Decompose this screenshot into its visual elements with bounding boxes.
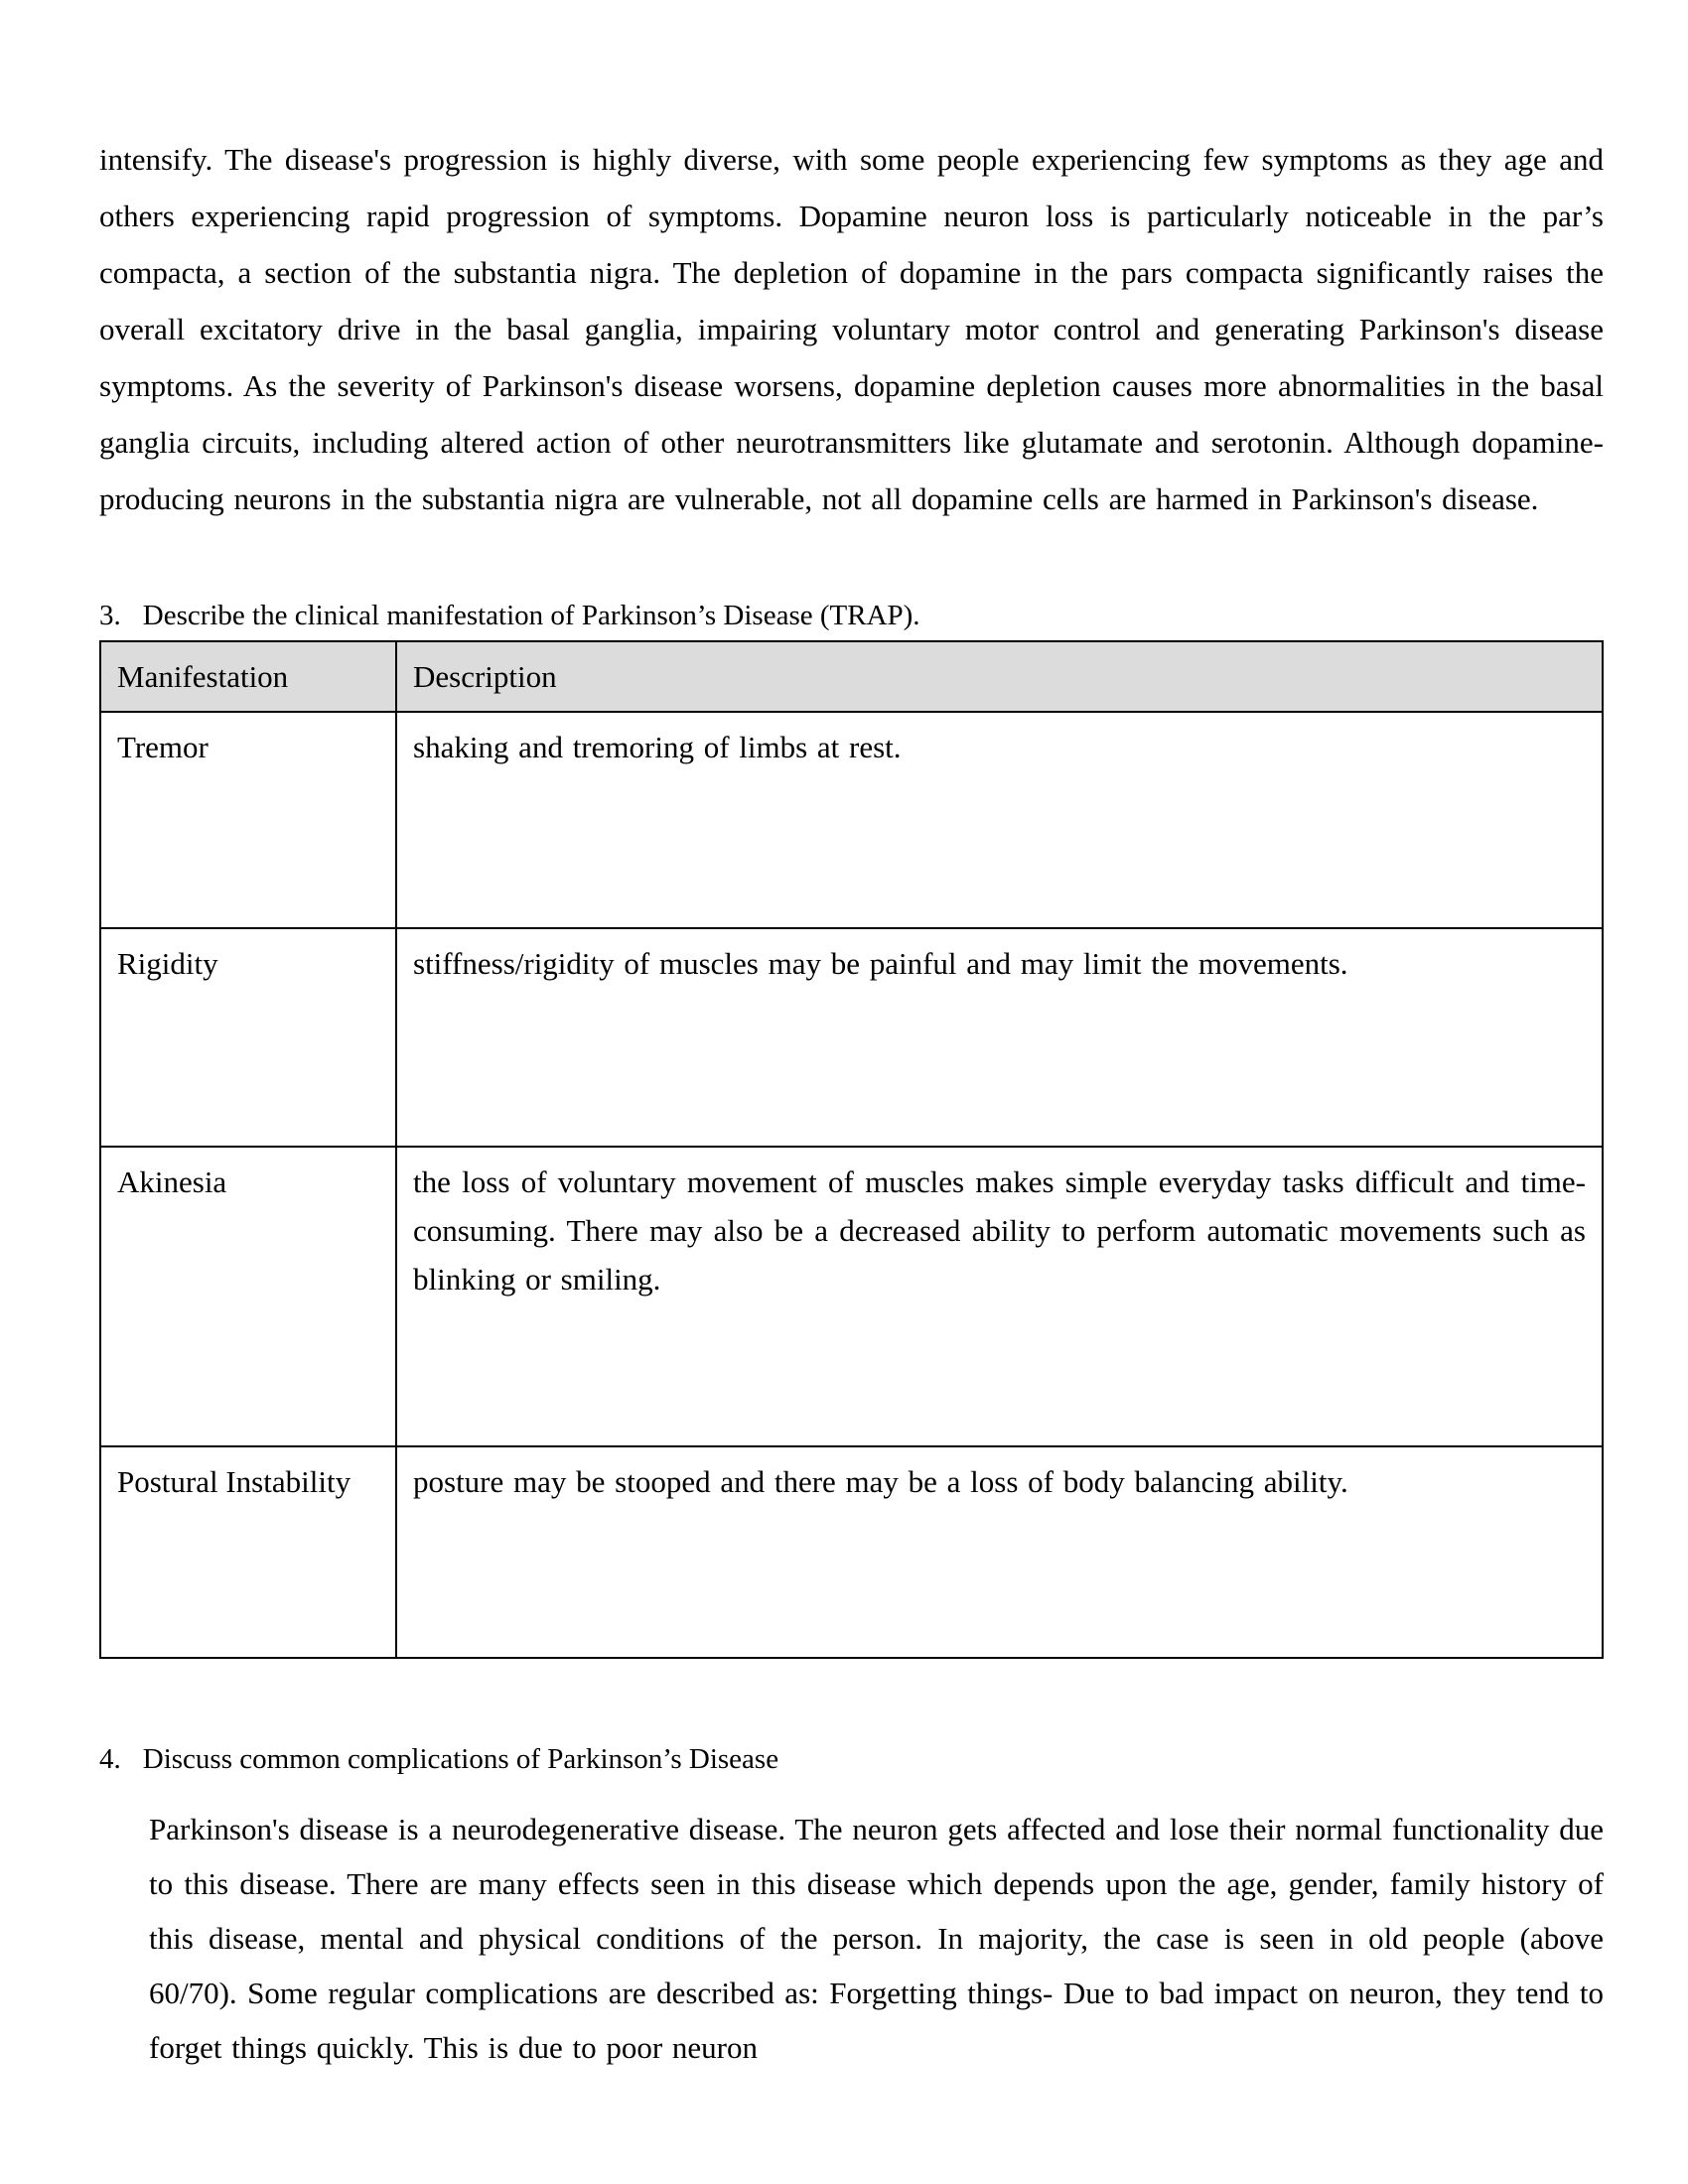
question-3 [99,599,1604,632]
table-row-tremor [100,712,1603,928]
question-4-number: 4. [99,1743,121,1775]
manifestation-table [99,640,1604,1659]
table-row-postural-instability [100,1446,1603,1658]
question-4 [99,1742,1604,1776]
cell-manifestation-postural-instability: Postural Instability [100,1446,396,1658]
cell-manifestation-akinesia: Akinesia [100,1147,396,1446]
table-header-description: Description [396,641,1603,712]
question-4-text: Discuss common complications of Parkinson’s Disease [142,1743,779,1775]
cell-description-postural-instability: posture may be stooped and there may be a loss of body balancing ability. [396,1446,1603,1658]
paragraph-complications: Parkinson's disease is a neurodegenerative disease. The neuron gets affected and lose their normal functionality due to this disease. There are many effects seen in this disease which depends upon the age, gender, family history of this disease, mental and physical conditions of the person. In majority, the case is seen in old people (above 60/70). Some regular complications are described as: Forgetting things- Due to bad impact on neuron, they tend to forget things quickly. This is due to poor neuron [149,1812,1604,2065]
question-3-number: 3. [99,600,121,631]
table-header-row [100,641,1603,712]
question-3-text: Describe the clinical manifestation of Parkinson’s Disease (TRAP). [142,600,920,631]
table-row-rigidity [100,928,1603,1147]
cell-description-akinesia: the loss of voluntary movement of muscles makes simple everyday tasks difficult and time-consuming. There may also be a decreased ability to perform automatic movements such as blinking or smiling. [396,1147,1603,1446]
cell-manifestation-tremor: Tremor [100,712,396,928]
cell-manifestation-rigidity: Rigidity [100,928,396,1147]
table-header-manifestation: Manifestation [100,641,396,712]
cell-description-tremor: shaking and tremoring of limbs at rest. [396,712,1603,928]
cell-description-rigidity: stiffness/rigidity of muscles may be painful and may limit the movements. [396,928,1603,1147]
table-row-akinesia [100,1147,1603,1446]
paragraph-disease-progression: intensify. The disease's progression is highly diverse, with some people experiencing few symptoms as they age and others experiencing rapid progression of symptoms. Dopamine neuron loss is particularly noticeable in the par’s compacta, a section of the substantia nigra. The depletion of dopamine in the pars compacta significantly raises the overall excitatory drive in the basal ganglia, impairing voluntary motor control and generating Parkinson's disease symptoms. As the severity of Parkinson's disease worsens, dopamine depletion causes more abnormalities in the basal ganglia circuits, including altered action of other neurotransmitters like glutamate and serotonin. Although dopamine-producing neurons in the substantia nigra are vulnerable, not all dopamine cells are harmed in Parkinson's disease. [99,142,1604,516]
